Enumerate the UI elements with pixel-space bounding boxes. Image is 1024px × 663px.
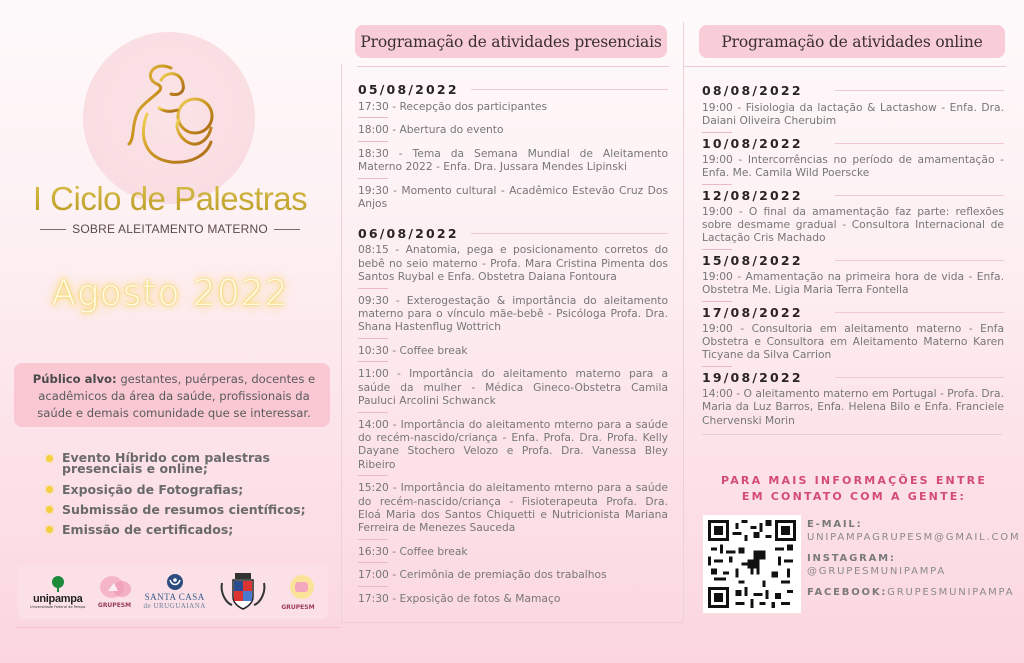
divider: [357, 66, 669, 67]
divider: [40, 229, 66, 230]
instagram-label: INSTAGRAM:: [807, 553, 896, 564]
divider: [702, 366, 732, 367]
schedule-item: 18:30 - Tema da Semana Mundial de Aleitamento Materno 2022 - Enfa. Dra. Jussara Mendes Lipinski: [358, 146, 668, 174]
column-divider: [341, 64, 342, 622]
schedule-presencial: [358, 82, 668, 605]
tree-icon: [49, 576, 67, 592]
divider: [835, 90, 1004, 91]
mother-baby-icon: [101, 50, 237, 186]
divider: [702, 132, 732, 133]
partner-logo-grupesm: [98, 575, 132, 609]
divider: [358, 586, 388, 587]
divider: [702, 301, 732, 302]
feature-item: [44, 483, 306, 496]
date-label: 08/08/2022: [702, 83, 803, 98]
divider: [835, 143, 1004, 144]
bullet-icon: [46, 506, 53, 513]
day-header: [702, 253, 1004, 268]
contact-facebook: [807, 586, 1020, 599]
date-label: 06/08/2022: [358, 226, 459, 242]
divider: [702, 249, 732, 250]
instagram-value[interactable]: @GRUPESMUNIPAMPA: [807, 566, 946, 577]
divider: [358, 475, 388, 476]
schedule-item: 19:00 - O final da amamentação faz parte: reflexões sobre desmame gradual - Consultora Internacional de Lactação Cris Machado: [702, 204, 1004, 245]
schedule-item: 08:15 - Anatomia, pega e posicionamento corretos do bebê no seio materno - Profa. Mara Cristina Pimenta dos Santos Ruybal e Enfa. Obstetra Daiana Fontoura: [358, 243, 668, 284]
feature-label: Submissão de resumos científicos;: [62, 502, 306, 517]
partner-caption: Universidade Federal do Pampa: [30, 604, 86, 609]
schedule-item: 19:00 - Intercorrências no período de amamentação - Enfa. Me. Camila Wild Poerscke: [702, 152, 1004, 180]
schedule-online: [702, 83, 1004, 435]
divider: [471, 89, 668, 90]
divider: [835, 377, 1004, 378]
partner-logo-unipampa: [30, 576, 85, 609]
qr-code[interactable]: [703, 515, 801, 613]
header-presencial: Programação de atividades presenciais: [355, 25, 667, 58]
divider: [358, 361, 388, 362]
partner-name: unipampa: [32, 592, 83, 605]
feature-label: Emissão de certificados;: [62, 522, 234, 537]
divider: [702, 434, 1002, 435]
grupesm-logo-icon: [98, 575, 132, 601]
event-title: I Ciclo de Palestras: [0, 180, 340, 218]
schedule-item: 15:20 - Importância do aleitamento mterno para a saúde do recém-nascido/criança - Fisioterapeuta Profa. Dra. Eloá Maria dos Santos Chiquetti e Nutricionista Mariana Ferreira de Menezes Sauceda: [358, 481, 668, 535]
feature-item: [44, 523, 306, 536]
day-header: [702, 188, 1004, 203]
coat-of-arms-icon: [218, 571, 268, 613]
contact-heading: [704, 473, 1004, 505]
date-label: 10/08/2022: [702, 135, 803, 151]
divider: [358, 562, 388, 563]
schedule-item: 19:30 - Momento cultural - Acadêmico Estevão Cruz Dos Anjos: [358, 183, 668, 211]
divider: [358, 412, 388, 413]
day-header: [702, 370, 1004, 385]
partner-logo-coat-of-arms: [218, 571, 268, 613]
date-label: 12/08/2022: [702, 187, 803, 203]
bullet-icon: [46, 526, 53, 533]
event-logo: [83, 32, 255, 204]
schedule-item: 19:00 - Consultoria em aleitamento materno - Enfa Obstetra e Consultora em Aleitamento Materno Karen Ticyane da Silva Carrion: [702, 321, 1004, 362]
day-header: [702, 136, 1004, 151]
divider: [835, 195, 1004, 196]
partner-name: SANTA CASA: [144, 592, 205, 602]
contact-instagram: [807, 552, 1020, 578]
date-label: 17/08/2022: [702, 304, 803, 320]
schedule-item: 09:30 - Exterogestação & importância do aleitamento materno para o vínculo mãe-bebê - Psicóloga Profa. Dra. Shana Hastenflug Wottrich: [358, 293, 668, 334]
schedule-item: 11:00 - Importância do aleitamento materno para a saúde da mulher - Médica Gineco-Obstetra Camila Pauluci Arcolini Schwanck: [358, 367, 668, 408]
audience-text: gestantes, puérperas, docentes e acadêmicos da área da saúde, profissionais da saúde e demais comunidade que se interessar.: [37, 372, 316, 420]
divider: [702, 184, 732, 185]
event-month: Agosto 2022: [51, 273, 289, 314]
divider: [358, 117, 388, 118]
feature-label: Evento Híbrido com palestras presenciais e online;: [62, 450, 270, 476]
audience-label: Público alvo:: [32, 372, 117, 386]
bullet-icon: [46, 486, 53, 493]
schedule-item: 16:30 - Coffee break: [358, 544, 468, 558]
partner-logo-grupesm-event: [280, 573, 316, 611]
schedule-item: 14:00 - Importância do aleitamento mterno para a saúde do recém-nascido/criança - Enfa. Profa. Dra. Profa. Kelly Dayane Stochero Velozo e Profa. Dra. Vanessa Bley Ribeiro: [358, 417, 668, 471]
partner-name: GRUPESM: [97, 602, 132, 609]
event-subtitle: [40, 222, 300, 236]
date-label: 15/08/2022: [702, 252, 803, 268]
contact-info: [807, 518, 1020, 607]
feature-label: Exposição de Fotografias;: [62, 482, 244, 497]
feature-item: [44, 452, 306, 475]
day-header: [358, 226, 668, 241]
schedule-item: 18:00 - Abertura do evento: [358, 123, 504, 137]
audience-box: [14, 363, 330, 427]
qr-code-icon: [708, 520, 796, 608]
schedule-item: 19:00 - Amamentação na primeira hora de vida - Enfa. Obstetra Me. Ligia Maria Terra Fontella: [702, 269, 1004, 297]
divider: [358, 288, 388, 289]
divider: [835, 312, 1004, 313]
facebook-value[interactable]: GRUPESMUNIPAMPA: [887, 587, 1015, 598]
contact-heading-line: PARA MAIS INFORMAÇÕES ENTRE: [720, 474, 988, 487]
date-label: 05/08/2022: [358, 82, 459, 97]
divider: [358, 338, 388, 339]
divider: [835, 260, 1004, 261]
facebook-label: FACEBOOK:: [807, 587, 888, 598]
date-label: 19/08/2022: [702, 369, 803, 385]
day-header: [702, 83, 1004, 98]
schedule-item: 17:00 - Cerimônia de premiação dos trabalhos: [358, 568, 607, 582]
partner-logos: [18, 565, 328, 619]
divider: [274, 229, 300, 230]
schedule-item: 10:30 - Coffee break: [358, 343, 468, 357]
contact-heading-line: EM CONTATO COM A GENTE:: [741, 490, 967, 503]
divider: [358, 141, 388, 142]
divider: [358, 539, 388, 540]
schedule-item: 14:00 - O aleitamento materno em Portugal - Profa. Dra. Maria da Luz Barros, Enfa. Helena Bilo e Enfa. Franciele Chervenski Morin: [702, 386, 1004, 427]
partner-name: GRUPESM: [281, 604, 315, 611]
day-header: [358, 82, 668, 97]
divider: [471, 233, 668, 234]
santa-casa-emblem-icon: [165, 574, 185, 592]
schedule-item: 17:30 - Recepção dos participantes: [358, 100, 548, 113]
schedule-item: 17:30 - Exposição de fotos & Mamaço: [358, 591, 561, 605]
divider: [358, 178, 388, 179]
bullet-icon: [46, 455, 53, 462]
partner-logo-santa-casa: [144, 574, 206, 610]
divider: [684, 66, 1006, 67]
header-online: Programação de atividades online: [699, 25, 1005, 58]
grupesm-event-logo-icon: [280, 573, 316, 603]
features-list: [44, 452, 306, 543]
feature-item: [44, 503, 306, 516]
divider: [16, 627, 340, 628]
schedule-item: 19:00 - Fisiologia da lactação & Lactashow - Enfa. Dra. Daiani Oliveira Cherubim: [702, 101, 1004, 128]
column-divider: [683, 22, 684, 622]
partner-caption: de URUGUAIANA: [143, 602, 206, 610]
left-panel: [0, 0, 340, 663]
day-header: [702, 305, 1004, 320]
event-subtitle-text: SOBRE ALEITAMENTO MATERNO: [72, 222, 268, 236]
email-label: E-MAIL:: [807, 519, 863, 530]
contact-email: [807, 518, 1020, 544]
divider: [341, 622, 683, 623]
email-value[interactable]: UNIPAMPAGRUPESM@GMAIL.COM: [807, 532, 1021, 543]
